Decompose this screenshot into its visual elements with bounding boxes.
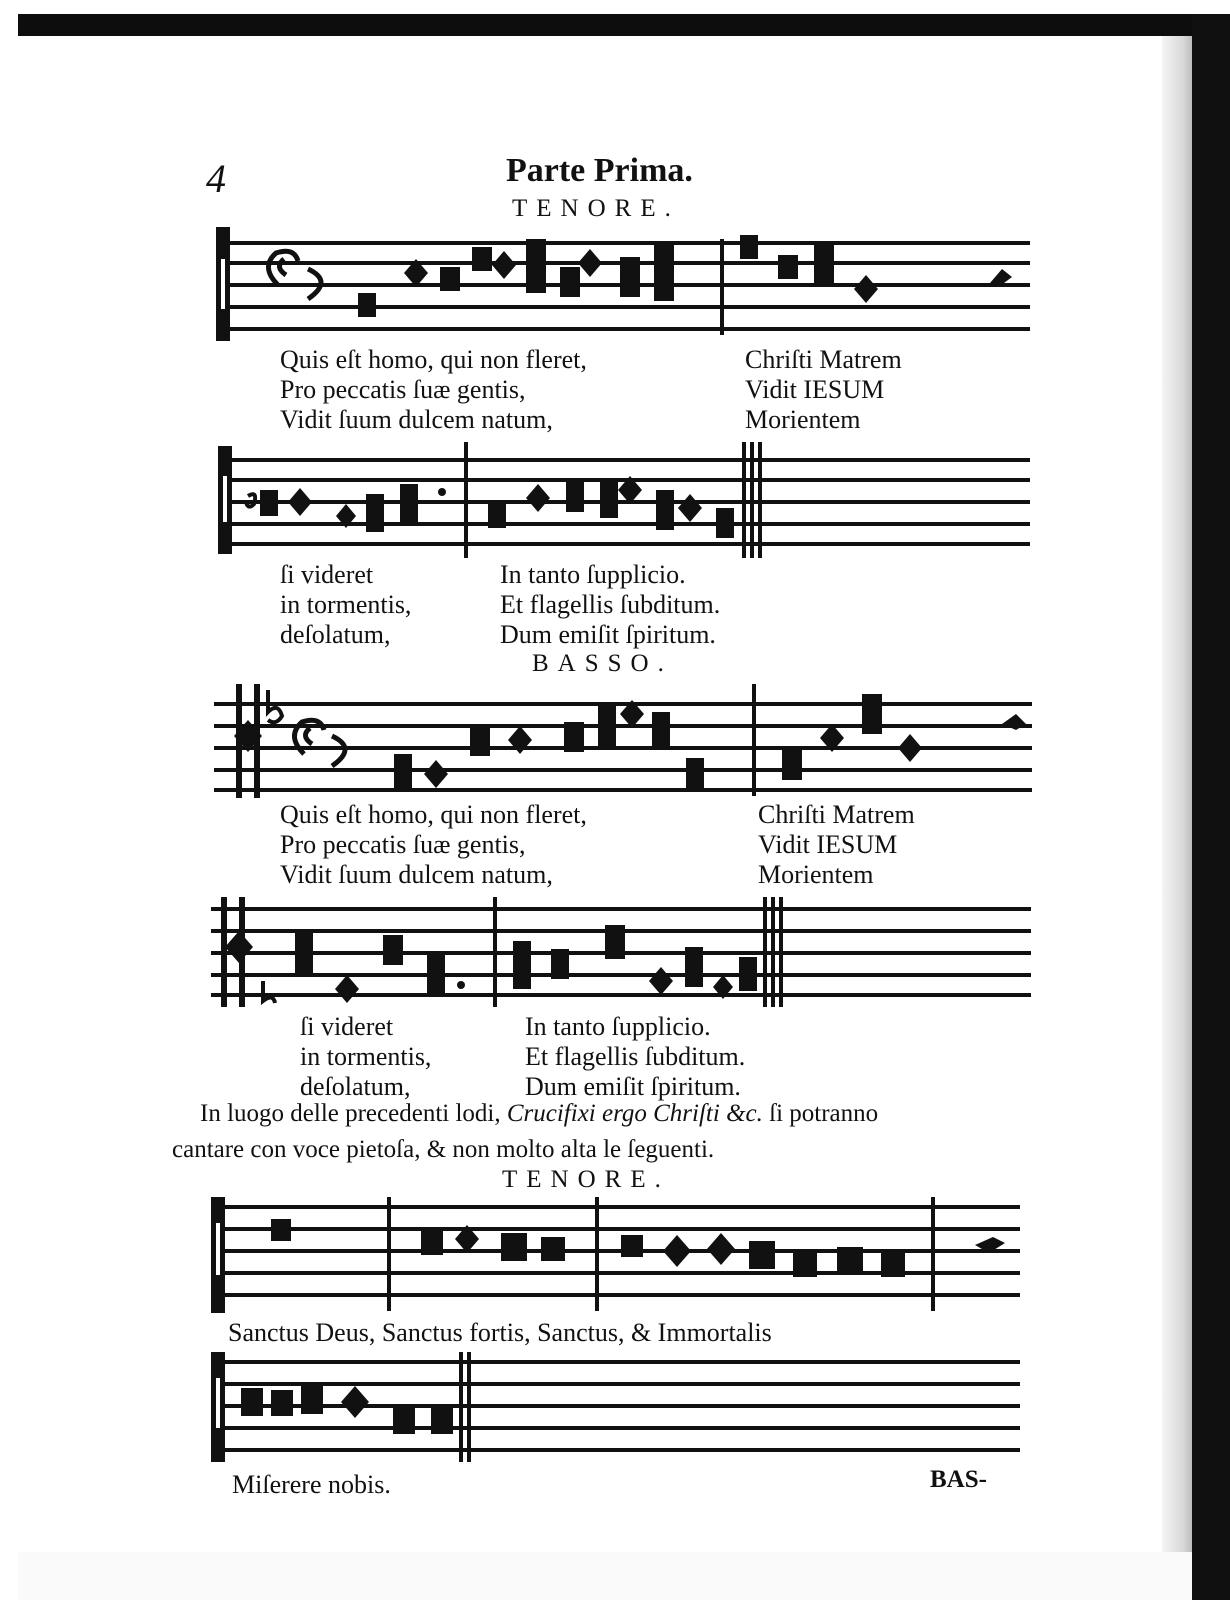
lyric-line: In tanto ſupplicio. xyxy=(525,1012,711,1041)
lyric-line: Pro peccatis ſuæ gentis, xyxy=(280,830,526,859)
lyric-line: Quis eſt homo, qui non fleret, xyxy=(280,800,587,829)
staff-tenore-4 xyxy=(205,1350,1020,1465)
instruction-text: ſi potranno xyxy=(769,1100,879,1127)
page-curl xyxy=(1162,36,1192,1566)
tenore-1-lyrics-verse-right xyxy=(745,345,902,435)
page-title: Parte Prima. xyxy=(506,152,693,189)
lyric-line: Vidit IESUM xyxy=(758,830,898,859)
basso-1-lyrics-verse-right xyxy=(758,800,915,890)
lyric-line: deſolatum, xyxy=(280,620,391,649)
section-heading-tenore: TENORE. xyxy=(512,195,680,222)
tenore-2-lyrics-left xyxy=(280,560,411,650)
instruction-text: In luogo delle precedenti lodi, xyxy=(200,1100,501,1127)
basso-2-lyrics-right xyxy=(525,1012,745,1102)
tenore-1-lyrics-verse-left xyxy=(280,345,587,435)
instruction-line-2: cantare con voce pietoſa, & non molto alta le ſeguenti. xyxy=(172,1136,715,1163)
lyric-line: In tanto ſupplicio. xyxy=(500,560,686,589)
staff-tenore-3 xyxy=(205,1195,1020,1315)
lyric-line: ſi videret xyxy=(300,1012,394,1041)
basso-2-lyrics-left xyxy=(300,1012,431,1102)
lyric-line: Et flagellis ſubditum. xyxy=(525,1042,746,1071)
lyric-line: Et flagellis ſubditum. xyxy=(500,590,721,619)
tenore-3-lyrics: Sanctus Deus, Sanctus fortis, Sanctus, & Immortalis xyxy=(228,1318,772,1347)
tenore-2-lyrics-right xyxy=(500,560,720,650)
instruction-line-1 xyxy=(200,1100,878,1128)
basso-1-lyrics-verse-left xyxy=(280,800,587,890)
lyric-line: Vidit IESUM xyxy=(745,375,885,404)
staff-tenore-1 xyxy=(210,225,1030,345)
staff-basso-1 xyxy=(208,680,1032,800)
lyric-line: Pro peccatis ſuæ gentis, xyxy=(280,375,526,404)
staff-basso-2 xyxy=(205,895,1031,1010)
section-heading-basso: BASSO. xyxy=(532,650,673,677)
lyric-line: Quis eſt homo, qui non fleret, xyxy=(280,345,587,374)
lyric-line: deſolatum, xyxy=(300,1072,411,1101)
catchword: BAS- xyxy=(930,1466,987,1493)
lyric-line: Vidit ſuum dulcem natum, xyxy=(280,860,553,889)
lyric-line: Morientem xyxy=(745,405,861,434)
lyric-line: in tormentis, xyxy=(280,590,412,619)
instruction-italic-text: Crucifixi ergo Chriſti &c. xyxy=(506,1100,763,1127)
scan-border-right xyxy=(1192,14,1230,1600)
lyric-line: Dum emiſit ſpiritum. xyxy=(525,1072,741,1101)
scan-border-top xyxy=(18,14,1194,36)
section-heading-tenore-second: TENORE. xyxy=(502,1166,670,1193)
lyric-line: Vidit ſuum dulcem natum, xyxy=(280,405,553,434)
lyric-line: Chriſti Matrem xyxy=(758,800,915,829)
lyric-line: in tormentis, xyxy=(300,1042,432,1071)
lyric-line: Morientem xyxy=(758,860,874,889)
lyric-line: Dum emiſit ſpiritum. xyxy=(500,620,716,649)
lyric-line: Chriſti Matrem xyxy=(745,345,902,374)
page-number: 4 xyxy=(206,156,226,201)
page-bottom-margin xyxy=(18,1552,1192,1600)
lyric-line: ſi videret xyxy=(280,560,374,589)
staff-tenore-2 xyxy=(210,440,1030,560)
tenore-4-lyrics: Miſerere nobis. xyxy=(232,1470,391,1499)
